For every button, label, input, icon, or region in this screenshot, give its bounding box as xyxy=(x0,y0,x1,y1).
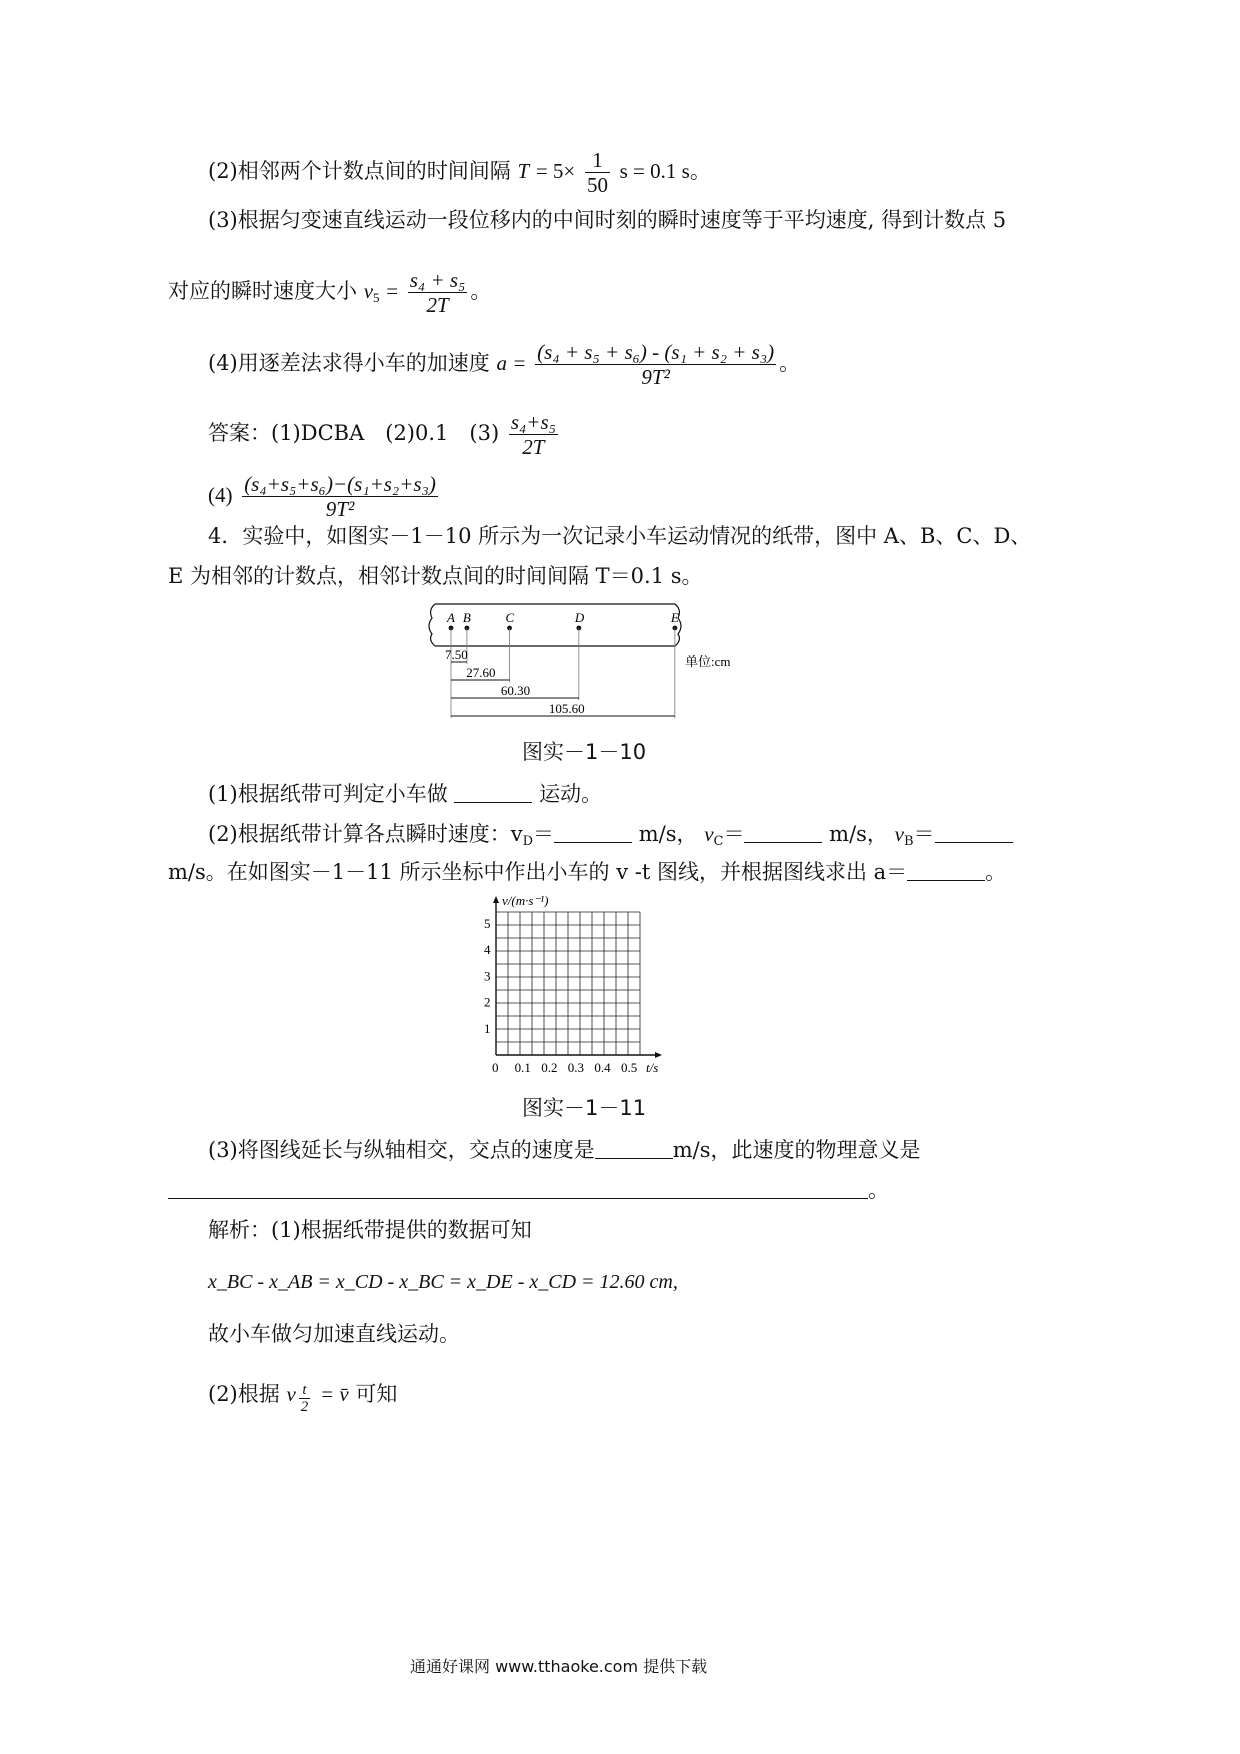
y-tick-label: 5 xyxy=(484,916,491,931)
x-tick-label: 0.4 xyxy=(594,1060,611,1075)
text: 。 xyxy=(985,860,1007,884)
answer-line xyxy=(208,410,561,459)
fraction xyxy=(509,410,558,459)
fraction xyxy=(408,268,468,317)
equals: = 5× xyxy=(535,159,576,183)
vt-grid-figure xyxy=(470,892,680,1080)
numerator: (s₄+s₅+s₆)−(s₁+s₂+s₃) xyxy=(244,472,436,496)
paper-tape-figure xyxy=(420,600,740,720)
dimension-label: 27.60 xyxy=(466,665,496,680)
grid-tick-labels xyxy=(484,916,637,1075)
analysis-step-2 xyxy=(208,1380,397,1415)
x-tick-label: 0.5 xyxy=(621,1060,638,1075)
dimension-label: 7.50 xyxy=(444,647,468,662)
text: 对应的瞬时速度大小 xyxy=(168,279,357,303)
expr: = v̄ xyxy=(319,1382,349,1406)
answer-blank-intercept[interactable] xyxy=(595,1138,673,1159)
x-tick-label: 0.2 xyxy=(541,1060,558,1075)
x-tick-label: 0.3 xyxy=(567,1060,585,1075)
answer-blank-vc[interactable] xyxy=(744,822,822,843)
text: m/s。在如图实－1－11 所示坐标中作出小车的 v -t 图线，并根据图线求出 a＝ xyxy=(168,860,908,884)
answer-blank-motion[interactable] xyxy=(454,782,532,803)
x-axis-label: t/s xyxy=(646,1060,659,1075)
text: (1)根据纸带可判定小车做 xyxy=(208,782,448,806)
numerator: s₄+s₅ xyxy=(510,410,556,434)
explanation-step-4 xyxy=(208,340,800,389)
eq: ＝ xyxy=(723,822,745,846)
tape-marks xyxy=(445,610,679,718)
text: s = 0.1 s。 xyxy=(619,159,711,183)
answer-blank-vb[interactable] xyxy=(935,822,1013,843)
answer-blank-vd[interactable] xyxy=(554,822,632,843)
text: 。 xyxy=(868,1178,889,1202)
text: 运动。 xyxy=(539,782,603,806)
x-axis-arrow xyxy=(655,1052,662,1058)
question-4-line2: E 为相邻的计数点，相邻计数点间的时间间隔 T＝0.1 s。 xyxy=(168,564,703,588)
sub: D xyxy=(522,834,534,849)
unit: m/s， xyxy=(829,822,888,846)
analysis-conclusion: 故小车做匀加速直线运动。 xyxy=(208,1322,460,1346)
y-axis-arrow xyxy=(493,896,499,903)
denominator: 9T² xyxy=(641,365,670,389)
var-v: v xyxy=(286,1382,296,1406)
x-tick-label: 0 xyxy=(492,1060,499,1075)
tape-label-D: D xyxy=(574,610,585,625)
eq: ＝ xyxy=(533,822,555,846)
denominator: 2 xyxy=(300,1399,309,1415)
answer-label: 答案：(1)DCBA (2)0.1 (3) xyxy=(208,421,500,445)
answer-blank-accel[interactable] xyxy=(907,860,985,881)
dimension-label: 105.60 xyxy=(548,701,585,716)
tape-label-E: E xyxy=(670,610,679,625)
text: (3)将图线延长与纵轴相交，交点的速度是 xyxy=(208,1138,595,1162)
eq: ＝ xyxy=(913,822,935,846)
sub-question-3-line2 xyxy=(168,1176,889,1204)
denominator: 50 xyxy=(586,173,608,197)
analysis-label: 解析：(1)根据纸带提供的数据可知 xyxy=(208,1218,532,1242)
var-v: v xyxy=(363,279,374,303)
numerator: t xyxy=(299,1382,311,1399)
equals: = xyxy=(513,351,526,375)
unit: m/s， xyxy=(638,822,698,846)
fraction xyxy=(535,340,776,389)
var: v xyxy=(704,822,714,846)
equals: = xyxy=(386,279,399,303)
explanation-step-3-line2 xyxy=(168,268,491,317)
text: (2)相邻两个计数点间的时间间隔 xyxy=(208,159,511,183)
var-T: T xyxy=(517,159,530,183)
var-a: a xyxy=(496,351,507,375)
analysis-equation: x_BC - x_AB = x_CD - x_BC = x_DE - x_CD = 12.60 cm, xyxy=(208,1271,678,1293)
denominator: 2T xyxy=(426,293,449,317)
tape-label-A: A xyxy=(447,610,455,625)
sub-question-2-line1 xyxy=(208,820,1013,856)
figure-caption-2: 图实－1－11 xyxy=(522,1096,647,1120)
var: v xyxy=(894,822,904,846)
denominator: 9T² xyxy=(325,497,355,521)
fraction xyxy=(242,472,438,521)
sub-question-2-line2 xyxy=(168,858,1006,886)
sub: C xyxy=(713,834,724,849)
sub-question-3 xyxy=(208,1136,921,1164)
y-tick-label: 1 xyxy=(484,1020,491,1036)
y-axis-label: v/(m·s⁻¹) xyxy=(502,893,549,908)
sub: 5 xyxy=(373,290,380,305)
tape-label-B: B xyxy=(462,610,471,625)
numerator: 1 xyxy=(585,148,610,173)
question-4-line1: 4．实验中，如图实－1－10 所示为一次记录小车运动情况的纸带，图中 A、B、C、D、 xyxy=(208,524,1032,548)
tape-unit: 单位:cm xyxy=(685,654,731,669)
dimension-label: 60.30 xyxy=(500,683,531,698)
sub-question-1 xyxy=(208,780,602,808)
text: (2)根据 xyxy=(208,1382,280,1406)
page-footer: 通通好课网 www.tthaoke.com 提供下载 xyxy=(410,1657,708,1676)
tape-left-edge xyxy=(429,604,435,646)
answer-blank-meaning[interactable] xyxy=(168,1178,868,1199)
label: (4) xyxy=(208,483,233,507)
y-tick-label: 2 xyxy=(484,994,491,1010)
figure-caption-1: 图实－1－10 xyxy=(522,740,647,764)
fraction xyxy=(299,1382,311,1415)
tape-label-C: C xyxy=(505,610,515,625)
fraction xyxy=(585,148,610,197)
numerator: s₄ + s₅ xyxy=(409,268,466,292)
text: 。 xyxy=(470,279,492,303)
text: 可知 xyxy=(355,1382,398,1406)
text: m/s，此速度的物理意义是 xyxy=(672,1138,921,1162)
x-tick-label: 0.1 xyxy=(514,1060,531,1075)
explanation-step-2 xyxy=(208,148,711,197)
sub: B xyxy=(903,834,914,849)
grid-lines xyxy=(496,912,640,1055)
text: 。 xyxy=(779,351,801,375)
text: (2)根据纸带计算各点瞬时速度：v xyxy=(208,822,523,846)
y-tick-label: 4 xyxy=(484,942,491,958)
denominator: 2T xyxy=(522,435,545,459)
explanation-step-3-line1: (3)根据匀变速直线运动一段位移内的中间时刻的瞬时速度等于平均速度, 得到计数点 5 xyxy=(208,208,1007,232)
text: (4)用逐差法求得小车的加速度 xyxy=(208,351,490,375)
numerator: (s₄ + s₅ + s₆) - (s₁ + s₂ + s₃) xyxy=(537,340,775,364)
y-tick-label: 3 xyxy=(484,968,491,984)
answer-line-4 xyxy=(208,472,441,521)
